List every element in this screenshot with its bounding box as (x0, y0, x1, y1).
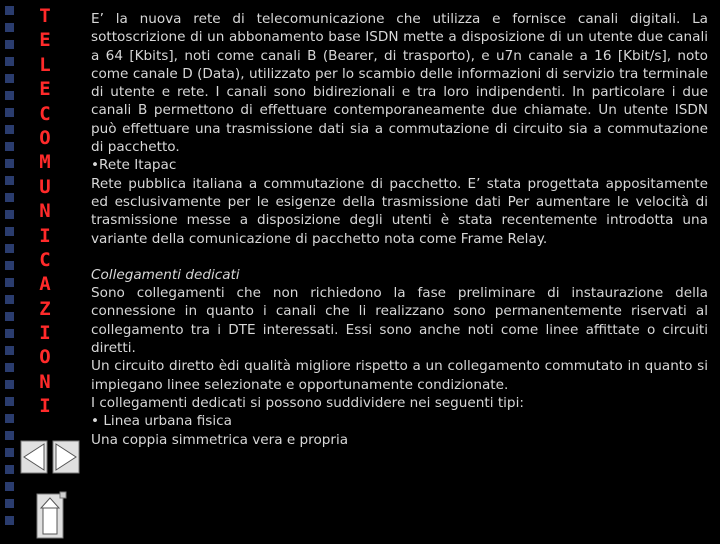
prev-button[interactable] (21, 441, 47, 473)
section-heading: Collegamenti dedicati (91, 266, 240, 283)
title-letter: Z (39, 297, 51, 320)
title-letter: E (39, 78, 51, 101)
itapac-bullet: •Rete Itapac (91, 157, 177, 174)
decorative-square (5, 312, 14, 321)
title-letter: M (39, 151, 51, 174)
decorative-square (5, 431, 14, 440)
decorative-square (5, 346, 14, 355)
decorative-square (5, 261, 14, 270)
decorative-square (5, 448, 14, 457)
decorative-square (5, 499, 14, 508)
quality-paragraph: Un circuito diretto èdi qualità migliore rispetto a un collegamento commutato in quanto si impiegano linee selezionate e opportunamente condizionate. (91, 358, 708, 393)
pair-line: Una coppia simmetrica vera e propria (91, 431, 349, 448)
decorative-square (5, 40, 14, 49)
decorative-square (5, 108, 14, 117)
title-letter: N (39, 370, 51, 393)
decorative-square (5, 6, 14, 15)
title-letter: I (39, 224, 51, 247)
decorative-square (5, 516, 14, 525)
decorative-square (5, 210, 14, 219)
title-letter: C (39, 248, 51, 271)
title-letter: C (39, 102, 51, 125)
decorative-square (5, 397, 14, 406)
decorative-square (5, 125, 14, 134)
types-paragraph: I collegamenti dedicati si possono suddividere nei seguenti tipi: (91, 394, 524, 411)
title-letter: E (39, 29, 51, 52)
decorative-square (5, 193, 14, 202)
next-button[interactable] (53, 441, 79, 473)
decorative-square (5, 380, 14, 389)
decorative-square (5, 278, 14, 287)
vertical-title (30, 4, 60, 419)
navigation-controls (20, 440, 80, 540)
urban-line-bullet: • Linea urbana fisica (91, 413, 232, 430)
small-square-icon (60, 492, 66, 498)
decorative-square (5, 414, 14, 423)
title-letter: A (39, 273, 51, 296)
decorative-square (5, 482, 14, 491)
decorative-square (5, 244, 14, 253)
title-letter: O (39, 126, 51, 149)
decorative-square (5, 23, 14, 32)
decorative-square (5, 363, 14, 372)
title-letter: T (39, 5, 51, 27)
title-letter: N (39, 200, 51, 223)
decorative-square (5, 159, 14, 168)
title-letter: L (39, 53, 51, 76)
title-letter: O (39, 346, 51, 369)
decorative-square (5, 57, 14, 66)
decorative-square (5, 329, 14, 338)
decorative-square (5, 142, 14, 151)
decorative-square (5, 227, 14, 236)
slide-body (91, 10, 708, 449)
title-letter: I (39, 395, 51, 418)
nav-icons (20, 440, 80, 540)
home-button[interactable] (37, 494, 63, 538)
title-letter: U (39, 175, 51, 198)
isdn-paragraph: E’ la nuova rete di telecomunicazione che utilizza e fornisce canali digitali. La sottoscrizione di un abbonamento base ISDN mette a disposizione di un utente due canali a 64 [Kbits], noti come canali B (Bearer, di trasporto), e u7n canale a 16 [Kbit/s], noto come canale D (Data), utilizzato per lo scambio delle informazioni di servizio tra terminale di utente e rete. I canali sono bidirezionali e tra loro indipendenti. In particolare i due canali B permettono di effettuare contemporaneamente due chiamate. Un utente ISDN può effettuare una trasmissione dati sia a commutazione di circuito sia a commutazione di pacchetto. (91, 11, 708, 156)
decorative-square (5, 74, 14, 83)
decorative-square (5, 176, 14, 185)
decorative-square (5, 465, 14, 474)
decorative-square (5, 91, 14, 100)
title-letter: I (39, 322, 51, 345)
dedicated-paragraph: Sono collegamenti che non richiedono la fase preliminare di instaurazione della connessione in quanto i canali che li realizzano sono permanentemente riservati al collegamento tra i DTE interessati. Essi sono anche noti come linee affittate o circuiti diretti. (91, 285, 708, 357)
itapac-paragraph: Rete pubblica italiana a commutazione di pacchetto. E’ stata progettata appositamente ed esclusivamente per le esigenze della trasmissione dati Per aumentare le velocità di trasmissione messe a disposizione degli utenti è stata recentemente introdotta una variante della comunicazione di pacchetto nota come Frame Relay. (91, 175, 708, 247)
decorative-square (5, 295, 14, 304)
